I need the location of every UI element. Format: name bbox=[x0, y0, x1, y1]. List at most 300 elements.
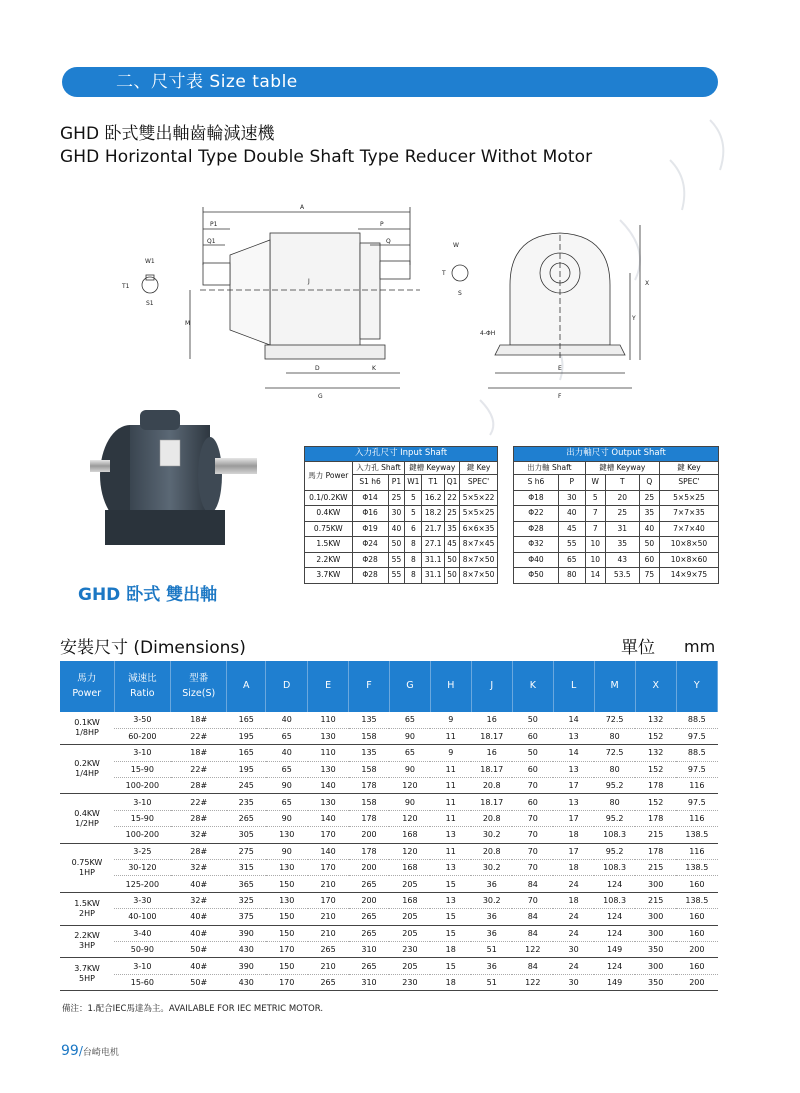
table-row bbox=[60, 974, 718, 990]
output-cell: 14 bbox=[585, 568, 605, 584]
dim-cell: 110 bbox=[308, 712, 349, 728]
output-sub-header: S h6 bbox=[514, 475, 559, 491]
dim-cell: 24 bbox=[553, 876, 594, 892]
dimensions-table bbox=[60, 661, 718, 991]
dim-cell: 95.2 bbox=[594, 843, 635, 859]
output-cell: 40 bbox=[639, 521, 659, 537]
dim-cell: 152 bbox=[635, 728, 676, 744]
svg-text:J: J bbox=[308, 278, 310, 285]
dim-cell: 230 bbox=[389, 941, 430, 957]
dim-cell: 265 bbox=[349, 958, 390, 974]
dim-cell: 158 bbox=[349, 794, 390, 810]
output-cell: 25 bbox=[639, 490, 659, 506]
dim-cell: 24 bbox=[553, 958, 594, 974]
svg-text:P1: P1 bbox=[210, 221, 218, 228]
output-sub-header: W bbox=[585, 475, 605, 491]
dim-cell: 18 bbox=[430, 974, 471, 990]
output-cell: 50 bbox=[639, 537, 659, 553]
output-cell: 5×5×25 bbox=[659, 490, 718, 506]
dim-cell: 40# bbox=[171, 958, 227, 974]
output-cell: 53.5 bbox=[605, 568, 639, 584]
dim-cell: 70 bbox=[512, 810, 553, 826]
input-sub-header: SPEC' bbox=[460, 475, 498, 491]
dim-cell: 430 bbox=[227, 974, 266, 990]
dim-cell: 65 bbox=[266, 794, 308, 810]
table-row bbox=[60, 810, 718, 826]
dim-cell: 300 bbox=[635, 909, 676, 925]
dim-cell: 130 bbox=[308, 728, 349, 744]
dim-cell: 88.5 bbox=[676, 712, 717, 728]
dim-cell: 3-40 bbox=[114, 925, 171, 941]
table-row bbox=[60, 827, 718, 843]
input-cell: 8 bbox=[405, 568, 422, 584]
dim-cell: 88.5 bbox=[676, 745, 717, 761]
input-cell: 50 bbox=[388, 537, 405, 553]
svg-text:K: K bbox=[372, 365, 376, 372]
dim-cell: 80 bbox=[594, 794, 635, 810]
dim-header: E bbox=[308, 661, 349, 712]
input-cell: 5 bbox=[405, 490, 422, 506]
output-cell: Φ50 bbox=[514, 568, 559, 584]
input-table-title: 入力孔尺寸 Input Shaft bbox=[305, 447, 498, 462]
dim-cell: 18 bbox=[553, 892, 594, 908]
dim-cell: 90 bbox=[389, 761, 430, 777]
dim-cell: 275 bbox=[227, 843, 266, 859]
dim-cell: 165 bbox=[227, 745, 266, 761]
dim-cell: 13 bbox=[553, 761, 594, 777]
dim-cell: 150 bbox=[266, 925, 308, 941]
output-cell: 65 bbox=[558, 552, 585, 568]
output-cell: 14×9×75 bbox=[659, 568, 718, 584]
dim-cell: 3-25 bbox=[114, 843, 171, 859]
dim-cell: 120 bbox=[389, 843, 430, 859]
dim-cell: 200 bbox=[349, 827, 390, 843]
dim-cell: 40# bbox=[171, 925, 227, 941]
dim-cell: 97.5 bbox=[676, 728, 717, 744]
dim-cell: 138.5 bbox=[676, 827, 717, 843]
dimension-drawing bbox=[110, 195, 670, 410]
dim-cell: 40-100 bbox=[114, 909, 171, 925]
dim-cell: 15-90 bbox=[114, 810, 171, 826]
dim-cell: 178 bbox=[635, 810, 676, 826]
dim-cell: 95.2 bbox=[594, 778, 635, 794]
output-sub-header: SPEC' bbox=[659, 475, 718, 491]
dim-cell: 97.5 bbox=[676, 794, 717, 810]
dim-cell: 108.3 bbox=[594, 860, 635, 876]
dim-cell: 315 bbox=[227, 860, 266, 876]
output-key-header: 鍵 Key bbox=[659, 462, 718, 475]
dim-cell: 11 bbox=[430, 794, 471, 810]
dim-cell: 60-200 bbox=[114, 728, 171, 744]
dim-cell: 18.17 bbox=[471, 761, 512, 777]
input-cell: 0.75KW bbox=[305, 521, 353, 537]
dim-cell: 135 bbox=[349, 745, 390, 761]
input-cell: 31.1 bbox=[422, 568, 445, 584]
dim-cell: 72.5 bbox=[594, 745, 635, 761]
dim-cell: 265 bbox=[227, 810, 266, 826]
dim-cell: 50# bbox=[171, 941, 227, 957]
svg-text:Q1: Q1 bbox=[207, 238, 216, 245]
table-row bbox=[60, 941, 718, 957]
dim-cell: 116 bbox=[676, 843, 717, 859]
dim-cell: 65 bbox=[389, 712, 430, 728]
input-cell: 8×7×45 bbox=[460, 537, 498, 553]
dim-cell: 210 bbox=[308, 909, 349, 925]
input-cell: 25 bbox=[445, 506, 460, 522]
table-row bbox=[60, 794, 718, 810]
dim-cell: 50# bbox=[171, 974, 227, 990]
input-cell: 5 bbox=[405, 506, 422, 522]
table-row bbox=[60, 778, 718, 794]
dim-cell: 11 bbox=[430, 778, 471, 794]
table-row bbox=[60, 925, 718, 941]
dim-cell: 120 bbox=[389, 778, 430, 794]
dim-cell: 9 bbox=[430, 745, 471, 761]
dim-cell: 18 bbox=[430, 941, 471, 957]
dim-cell: 125-200 bbox=[114, 876, 171, 892]
dim-cell: 3-50 bbox=[114, 712, 171, 728]
dim-cell: 15 bbox=[430, 876, 471, 892]
table-row bbox=[60, 892, 718, 908]
input-sub-header: T1 bbox=[422, 475, 445, 491]
dim-cell: 350 bbox=[635, 941, 676, 957]
dim-cell: 36 bbox=[471, 925, 512, 941]
dim-cell: 178 bbox=[349, 843, 390, 859]
dim-cell: 168 bbox=[389, 827, 430, 843]
dim-cell: 3-30 bbox=[114, 892, 171, 908]
dim-cell: 375 bbox=[227, 909, 266, 925]
dim-cell: 120 bbox=[389, 810, 430, 826]
dim-cell: 265 bbox=[308, 974, 349, 990]
dim-header: L bbox=[553, 661, 594, 712]
dim-cell: 300 bbox=[635, 876, 676, 892]
input-cell: Φ19 bbox=[352, 521, 388, 537]
dim-cell: 210 bbox=[308, 876, 349, 892]
dim-cell: 97.5 bbox=[676, 761, 717, 777]
dim-cell: 168 bbox=[389, 860, 430, 876]
power-cell: 0.75KW 1HP bbox=[60, 843, 114, 892]
table-row bbox=[514, 537, 719, 553]
dim-cell: 158 bbox=[349, 761, 390, 777]
dim-cell: 90 bbox=[266, 778, 308, 794]
dim-cell: 3-10 bbox=[114, 958, 171, 974]
dim-cell: 215 bbox=[635, 860, 676, 876]
dim-cell: 36 bbox=[471, 876, 512, 892]
power-cell: 3.7KW 5HP bbox=[60, 958, 114, 991]
dim-cell: 310 bbox=[349, 941, 390, 957]
dim-cell: 50 bbox=[512, 745, 553, 761]
dim-cell: 124 bbox=[594, 876, 635, 892]
output-cell: 35 bbox=[639, 506, 659, 522]
dim-cell: 65 bbox=[266, 761, 308, 777]
dim-cell: 13 bbox=[430, 860, 471, 876]
dim-cell: 265 bbox=[349, 925, 390, 941]
dim-cell: 116 bbox=[676, 778, 717, 794]
dim-cell: 160 bbox=[676, 909, 717, 925]
output-cell: Φ40 bbox=[514, 552, 559, 568]
svg-text:E: E bbox=[558, 365, 562, 372]
dim-cell: 100-200 bbox=[114, 778, 171, 794]
dim-cell: 84 bbox=[512, 925, 553, 941]
dim-cell: 84 bbox=[512, 876, 553, 892]
input-sub-header: W1 bbox=[405, 475, 422, 491]
dim-cell: 16 bbox=[471, 745, 512, 761]
power-cell: 2.2KW 3HP bbox=[60, 925, 114, 958]
output-keyway-header: 鍵槽 Keyway bbox=[585, 462, 659, 475]
photo-caption: GHD 卧式 雙出軸 bbox=[78, 585, 218, 605]
dim-cell: 132 bbox=[635, 745, 676, 761]
dim-cell: 108.3 bbox=[594, 892, 635, 908]
dim-header: 馬力 Power bbox=[60, 661, 114, 712]
dim-cell: 30.2 bbox=[471, 892, 512, 908]
dim-cell: 150 bbox=[266, 876, 308, 892]
dim-header: 減速比 Ratio bbox=[114, 661, 171, 712]
dim-cell: 160 bbox=[676, 925, 717, 941]
input-cell: 40 bbox=[388, 521, 405, 537]
dim-cell: 205 bbox=[389, 925, 430, 941]
input-cell: 50 bbox=[445, 568, 460, 584]
dim-cell: 132 bbox=[635, 712, 676, 728]
output-cell: 10 bbox=[585, 537, 605, 553]
dim-cell: 95.2 bbox=[594, 810, 635, 826]
input-cell: 21.7 bbox=[422, 521, 445, 537]
key-header: 鍵 Key bbox=[460, 462, 498, 475]
dim-cell: 160 bbox=[676, 958, 717, 974]
dim-cell: 16 bbox=[471, 712, 512, 728]
input-cell: 27.1 bbox=[422, 537, 445, 553]
power-cell: 0.2KW 1/4HP bbox=[60, 745, 114, 794]
dim-cell: 205 bbox=[389, 909, 430, 925]
table-row bbox=[305, 521, 498, 537]
keyway-header: 鍵槽 Keyway bbox=[405, 462, 460, 475]
output-cell: 80 bbox=[558, 568, 585, 584]
table-row bbox=[305, 552, 498, 568]
dim-cell: 170 bbox=[308, 892, 349, 908]
dim-cell: 40 bbox=[266, 712, 308, 728]
input-cell: Φ14 bbox=[352, 490, 388, 506]
dim-cell: 90 bbox=[389, 794, 430, 810]
dim-header: 型番 Size(S) bbox=[171, 661, 227, 712]
dim-cell: 158 bbox=[349, 728, 390, 744]
dim-cell: 70 bbox=[512, 827, 553, 843]
dim-cell: 18.17 bbox=[471, 728, 512, 744]
input-shaft-table bbox=[304, 446, 498, 584]
section-title: 二、尺寸表 Size table bbox=[62, 67, 718, 97]
dim-cell: 140 bbox=[308, 843, 349, 859]
dim-cell: 138.5 bbox=[676, 860, 717, 876]
input-cell: 8 bbox=[405, 537, 422, 553]
dim-cell: 265 bbox=[349, 876, 390, 892]
dim-cell: 90 bbox=[389, 728, 430, 744]
dim-cell: 149 bbox=[594, 941, 635, 957]
input-cell: 0.1/0.2KW bbox=[305, 490, 353, 506]
svg-text:D: D bbox=[315, 365, 320, 372]
unit-label: 單位 bbox=[621, 638, 655, 658]
dim-cell: 15 bbox=[430, 925, 471, 941]
table-row bbox=[60, 860, 718, 876]
dim-cell: 165 bbox=[227, 712, 266, 728]
dim-cell: 18.17 bbox=[471, 794, 512, 810]
svg-text:A: A bbox=[300, 204, 305, 211]
dim-cell: 110 bbox=[308, 745, 349, 761]
dim-cell: 140 bbox=[308, 810, 349, 826]
dim-header: Y bbox=[676, 661, 717, 712]
table-row bbox=[305, 506, 498, 522]
svg-text:G: G bbox=[318, 393, 323, 400]
input-cell: 50 bbox=[445, 552, 460, 568]
page-number: 99 bbox=[61, 1043, 79, 1059]
dim-cell: 70 bbox=[512, 892, 553, 908]
table-row bbox=[514, 568, 719, 584]
input-cell: 45 bbox=[445, 537, 460, 553]
table-row bbox=[514, 506, 719, 522]
dim-cell: 30-120 bbox=[114, 860, 171, 876]
output-sub-header: P bbox=[558, 475, 585, 491]
output-table-title: 出力軸尺寸 Output Shaft bbox=[514, 447, 719, 462]
dim-header: X bbox=[635, 661, 676, 712]
svg-text:W: W bbox=[453, 242, 459, 249]
dim-cell: 28# bbox=[171, 778, 227, 794]
output-cell: 40 bbox=[558, 506, 585, 522]
dim-cell: 20.8 bbox=[471, 778, 512, 794]
dim-cell: 235 bbox=[227, 794, 266, 810]
dim-cell: 350 bbox=[635, 974, 676, 990]
output-cell: Φ28 bbox=[514, 521, 559, 537]
dim-cell: 138.5 bbox=[676, 892, 717, 908]
output-cell: 60 bbox=[639, 552, 659, 568]
output-cell: 45 bbox=[558, 521, 585, 537]
table-row bbox=[60, 761, 718, 777]
svg-text:W1: W1 bbox=[145, 258, 155, 265]
input-sub-header: S1 h6 bbox=[352, 475, 388, 491]
dim-cell: 11 bbox=[430, 843, 471, 859]
table-row bbox=[514, 490, 719, 506]
dim-cell: 200 bbox=[349, 892, 390, 908]
table-row bbox=[60, 728, 718, 744]
dim-cell: 122 bbox=[512, 941, 553, 957]
dim-cell: 210 bbox=[308, 925, 349, 941]
dim-cell: 149 bbox=[594, 974, 635, 990]
dim-cell: 124 bbox=[594, 958, 635, 974]
svg-text:F: F bbox=[558, 393, 562, 400]
table-row bbox=[60, 909, 718, 925]
dim-cell: 15-60 bbox=[114, 974, 171, 990]
svg-text:S: S bbox=[458, 290, 462, 297]
dim-cell: 22# bbox=[171, 761, 227, 777]
dim-cell: 28# bbox=[171, 843, 227, 859]
page-footer: 99/台崎电机 bbox=[61, 1043, 119, 1059]
output-shaft-table bbox=[513, 446, 719, 584]
dim-cell: 430 bbox=[227, 941, 266, 957]
dim-cell: 51 bbox=[471, 974, 512, 990]
dim-cell: 32# bbox=[171, 860, 227, 876]
dim-cell: 65 bbox=[389, 745, 430, 761]
dim-cell: 70 bbox=[512, 843, 553, 859]
dim-header: K bbox=[512, 661, 553, 712]
dim-cell: 170 bbox=[308, 860, 349, 876]
output-cell: 5 bbox=[585, 490, 605, 506]
table-row bbox=[60, 843, 718, 859]
output-shaft-header: 出力軸 Shaft bbox=[514, 462, 586, 475]
svg-text:Y: Y bbox=[632, 315, 636, 322]
dim-cell: 60 bbox=[512, 794, 553, 810]
dim-cell: 84 bbox=[512, 909, 553, 925]
dim-cell: 265 bbox=[308, 941, 349, 957]
input-cell: 3.7KW bbox=[305, 568, 353, 584]
dim-cell: 215 bbox=[635, 827, 676, 843]
dim-cell: 178 bbox=[635, 778, 676, 794]
input-cell: 22 bbox=[445, 490, 460, 506]
dim-cell: 32# bbox=[171, 827, 227, 843]
dim-cell: 365 bbox=[227, 876, 266, 892]
dim-cell: 30.2 bbox=[471, 860, 512, 876]
dim-cell: 20.8 bbox=[471, 843, 512, 859]
dim-cell: 305 bbox=[227, 827, 266, 843]
dim-cell: 18# bbox=[171, 712, 227, 728]
dim-cell: 70 bbox=[512, 860, 553, 876]
dimensions-title: 安裝尺寸 (Dimensions) bbox=[60, 638, 246, 658]
dim-cell: 116 bbox=[676, 810, 717, 826]
input-cell: 35 bbox=[445, 521, 460, 537]
dim-cell: 130 bbox=[266, 892, 308, 908]
output-cell: 7 bbox=[585, 506, 605, 522]
dim-cell: 72.5 bbox=[594, 712, 635, 728]
dim-cell: 11 bbox=[430, 728, 471, 744]
output-cell: 30 bbox=[558, 490, 585, 506]
output-cell: 7×7×35 bbox=[659, 506, 718, 522]
dim-cell: 178 bbox=[349, 810, 390, 826]
dim-cell: 65 bbox=[266, 728, 308, 744]
output-cell: 75 bbox=[639, 568, 659, 584]
input-cell: 5×5×22 bbox=[460, 490, 498, 506]
output-cell: 43 bbox=[605, 552, 639, 568]
dim-cell: 265 bbox=[349, 909, 390, 925]
dim-header: H bbox=[430, 661, 471, 712]
dim-cell: 30 bbox=[553, 941, 594, 957]
input-cell: 55 bbox=[388, 568, 405, 584]
input-cell: Φ16 bbox=[352, 506, 388, 522]
svg-text:S1: S1 bbox=[146, 300, 154, 307]
input-cell: 6×6×35 bbox=[460, 521, 498, 537]
dim-cell: 150 bbox=[266, 909, 308, 925]
output-cell: 25 bbox=[605, 506, 639, 522]
dim-cell: 170 bbox=[308, 827, 349, 843]
dim-cell: 390 bbox=[227, 958, 266, 974]
dim-cell: 130 bbox=[308, 794, 349, 810]
output-cell: 7×7×40 bbox=[659, 521, 718, 537]
dim-cell: 9 bbox=[430, 712, 471, 728]
dim-cell: 15-90 bbox=[114, 761, 171, 777]
output-cell: Φ32 bbox=[514, 537, 559, 553]
dim-cell: 130 bbox=[266, 860, 308, 876]
svg-text:4-ΦH: 4-ΦH bbox=[480, 330, 496, 337]
dim-cell: 20.8 bbox=[471, 810, 512, 826]
dim-header: F bbox=[349, 661, 390, 712]
svg-text:M: M bbox=[185, 320, 191, 327]
dim-cell: 30.2 bbox=[471, 827, 512, 843]
dim-cell: 140 bbox=[308, 778, 349, 794]
power-header: 馬力 Power bbox=[305, 462, 353, 491]
input-sub-header: P1 bbox=[388, 475, 405, 491]
input-cell: Φ24 bbox=[352, 537, 388, 553]
svg-text:Q: Q bbox=[386, 238, 391, 245]
input-sub-header: Q1 bbox=[445, 475, 460, 491]
dim-cell: 40 bbox=[266, 745, 308, 761]
dim-cell: 90 bbox=[266, 810, 308, 826]
dim-cell: 22# bbox=[171, 794, 227, 810]
input-cell: 16.2 bbox=[422, 490, 445, 506]
output-cell: 31 bbox=[605, 521, 639, 537]
